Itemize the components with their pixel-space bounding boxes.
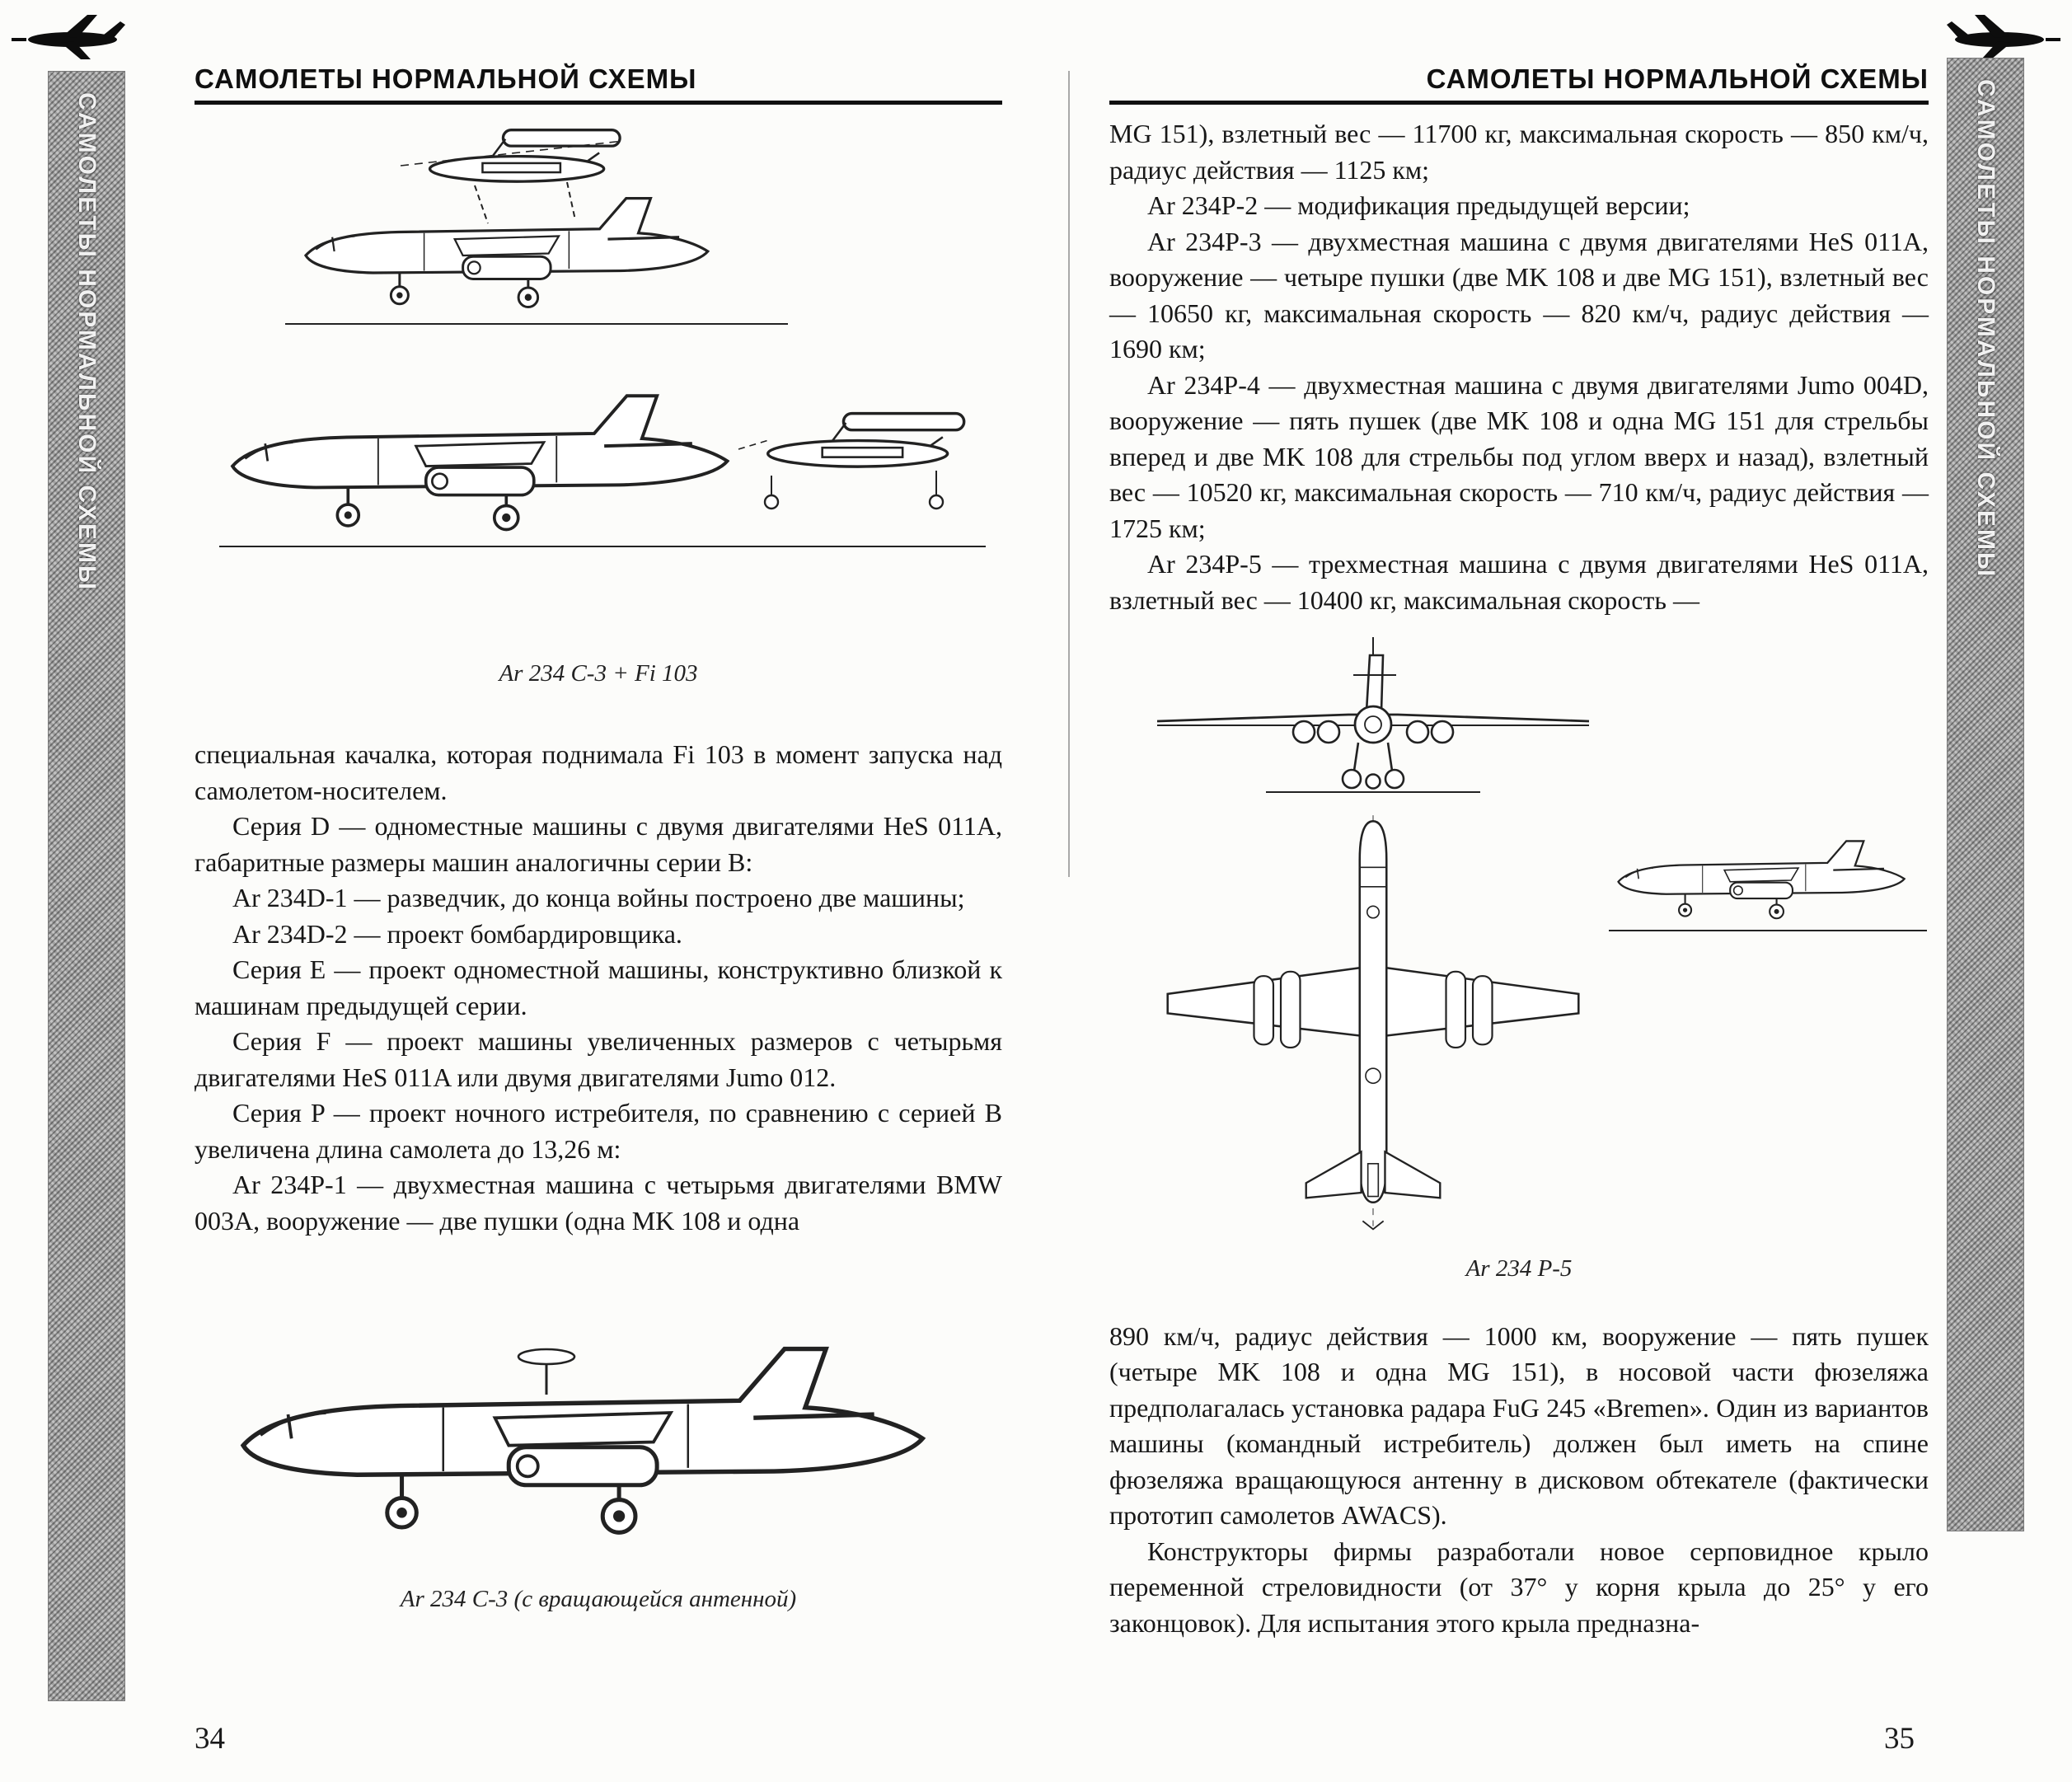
body-paragraph: Серия E — проект одноместной машины, конструктивно близкой к машинам предыдущей серии. <box>195 954 1002 1020</box>
header-rule-left <box>195 101 1002 105</box>
figure-caption: Ar 234 P-5 <box>1465 1254 1573 1282</box>
body-paragraph: Ar 234P-1 — двухместная машина с четырьмя двигателями BMW 003A, вооружение — две пушки (одна MK 108 и одна <box>195 1170 1002 1236</box>
header-rule-right <box>1109 101 1929 105</box>
right-margin-vertical-title: САМОЛЕТЫ НОРМАЛЬНОЙ СХЕМЫ <box>1972 79 1999 579</box>
aircraft-line-drawing-ar234-antenna <box>195 1286 1002 1574</box>
aircraft-line-drawing-ar234-fi103 <box>195 116 1002 644</box>
body-paragraph: Серия D — одноместные машины с двумя двигателями HeS 011A, габаритные размеры машин аналогичны серии B: <box>195 811 1002 877</box>
body-paragraph: Конструкторы фирмы разработали новое серповидное крыло переменной стреловидности (от 37° у корня крыла до 25° у его законцовок). Для испытания этого крыла предназна- <box>1109 1536 1929 1638</box>
body-paragraph: Ar 234P-3 — двухместная машина с двумя двигателями HeS 011A, вооружение — четыре пушки (две MK 108 и две MG 151), взлетный вес — 10650 кг, максимальная скорость — 820 км/ч, радиус действия — 1690 км; <box>1109 226 1929 364</box>
figure-caption: Ar 234 C-3 + Fi 103 <box>499 660 698 687</box>
figure-ar234-c3-fi103 <box>195 116 1002 644</box>
page-number-right: 35 <box>1884 1722 1915 1756</box>
body-paragraph: Серия F — проект машины увеличенных размеров с четырьмя двигателями HeS 011A или двумя двигателями Jumo 012. <box>195 1026 1002 1092</box>
body-paragraph: MG 151), взлетный вес — 11700 кг, максимальная скорость — 850 км/ч, радиус действия — 1125 км; <box>1109 119 1929 185</box>
body-paragraph: Ar 234P-2 — модификация предыдущей версии; <box>1147 190 1690 221</box>
gutter-line <box>1068 71 1070 877</box>
body-text-right-top <box>1109 116 1929 618</box>
body-paragraph: специальная качалка, которая поднимала Fi 103 в момент запуска над самолетом-носителем. <box>195 739 1002 805</box>
body-paragraph: 890 км/ч, радиус действия — 1000 км, вооружение — пять пушек (четыре MK 108 и одна MG 151), в носовой части фюзеляжа предполагалась установка радара FuG 245 «Bremen». Один из вариантов машины (командный истребитель) должен был иметь на спине фюзеляжа вращающуюся антенну в дисковом обтекателе (фактически прототип самолетов AWACS). <box>1109 1320 1929 1531</box>
figure-ar234-c3-antenna <box>195 1286 1002 1574</box>
figure-ar234-p5-three-view <box>1109 632 1929 1234</box>
body-paragraph: Ar 234P-5 — трехместная машина с двумя двигателями HeS 011A, взлетный вес — 10400 кг, максимальная скорость — <box>1109 549 1929 615</box>
body-text-right-bottom <box>1109 1319 1929 1642</box>
running-head-right: САМОЛЕТЫ НОРМАЛЬНОЙ СХЕМЫ <box>1426 63 1929 94</box>
left-margin-vertical-title: САМОЛЕТЫ НОРМАЛЬНОЙ СХЕМЫ <box>73 92 101 593</box>
body-paragraph: Ar 234D-2 — проект бомбардировщика. <box>232 918 682 949</box>
figure-caption: Ar 234 C-3 (с вращающейся антенной) <box>400 1585 797 1612</box>
body-text-left <box>195 737 1002 1239</box>
body-paragraph: Ar 234D-1 — разведчик, до конца войны построено две машины; <box>232 883 965 913</box>
right-margin-band <box>1947 58 2024 1531</box>
body-paragraph: Ar 234P-4 — двухместная машина с двумя двигателями Jumo 004D, вооружение — пять пушек (две MK 108 и одна MG 151 для стрельбы вперед и две MK 108 для стрельбы под углом вверх и назад), взлетный вес — 10520 кг, максимальная скорость — 710 км/ч, радиус действия — 1725 км; <box>1109 369 1929 543</box>
page-number-left: 34 <box>195 1722 225 1756</box>
running-head-left: САМОЛЕТЫ НОРМАЛЬНОЙ СХЕМЫ <box>195 63 697 94</box>
page-34 <box>195 64 1002 1613</box>
page-35 <box>1109 64 1929 1641</box>
aircraft-three-view-drawing <box>1109 632 1929 1234</box>
corner-airplane-icon-left <box>8 5 132 69</box>
left-margin-band <box>48 71 125 1701</box>
body-paragraph: Серия P — проект ночного истребителя, по сравнению с серией B увеличена длина самолета до 13,26 м: <box>195 1098 1002 1164</box>
